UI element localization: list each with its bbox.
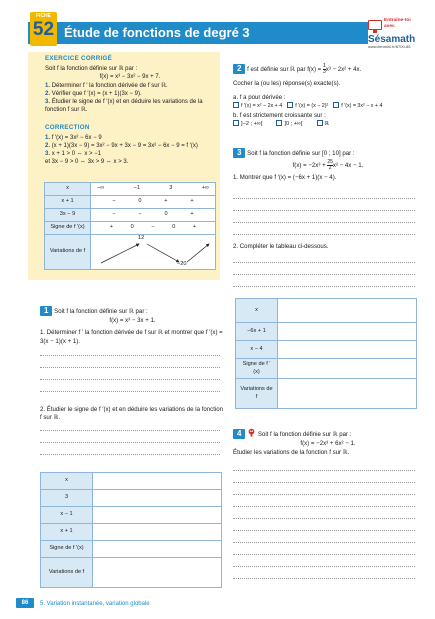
answer-line[interactable] xyxy=(233,222,415,223)
answer-line[interactable] xyxy=(40,454,220,455)
x-plus-inf: +∞ xyxy=(201,185,209,192)
fiche-number: 52 xyxy=(32,19,55,40)
ex3-q2: 2. Compléter le tableau ci-dessous. xyxy=(233,243,329,250)
table-row xyxy=(45,209,216,222)
row-label: 3 xyxy=(41,490,93,507)
row-label: Variations de f xyxy=(236,379,278,409)
sesamath-line2: avec xyxy=(384,24,395,29)
row-values xyxy=(91,209,216,222)
sesamath-url[interactable]: www.lienmini.fr/8700-85 xyxy=(368,44,411,49)
sign-cell: 0 xyxy=(172,224,176,231)
ex3-q1: 1. Montrer que f ′(x) = (−6x + 1)(x − 4). xyxy=(233,174,337,182)
ex2-formula: x³ − 2x² + 4x. xyxy=(325,66,362,74)
chapter-title: 5. Variation instantanée, variation globale xyxy=(40,601,150,607)
x-minus-1: −1 xyxy=(133,185,140,192)
ex2-part-b: b. f est strictement croissante sur : xyxy=(233,111,326,119)
ex4-question: Étudier les variations de la fonction f sur ℝ. xyxy=(233,449,350,457)
fraction-denominator: 2 xyxy=(328,165,332,172)
table-row xyxy=(45,183,216,196)
correction-2 xyxy=(45,142,215,150)
answer-cell[interactable] xyxy=(278,299,417,323)
correction-3b: et 3x − 9 > 0 ⇔ 3x > 9 ⇔ x > 3. xyxy=(45,159,129,165)
fiche-label: FICHE xyxy=(36,13,51,19)
c2-text: (x + 1)(3x − 9) = 3x² − 9x + 3x − 9 = 3x² − 6x − 9 = f ′(x) xyxy=(51,143,198,149)
exercise-number: 3 xyxy=(233,148,245,158)
option-a1[interactable] xyxy=(233,102,282,110)
table-row xyxy=(41,473,222,490)
exercise-3 xyxy=(233,148,423,182)
max-value: 12 xyxy=(138,235,145,241)
checkbox[interactable] xyxy=(233,120,239,126)
variation-cell xyxy=(91,235,216,270)
sign-cell: − xyxy=(112,198,116,205)
ex3-formula-a: f(x) = −2x³ + xyxy=(292,162,328,170)
c1-text: f ′(x) = 3x² − 6x − 9 xyxy=(51,135,102,141)
answer-line[interactable] xyxy=(40,442,220,443)
option-label: f ′(x) = 3x² − x + 4 xyxy=(341,103,383,110)
ex4-statement: Soit f la fonction définie sur ℝ par : xyxy=(257,431,352,438)
sign-cell: − xyxy=(151,224,155,231)
q3-number: 3. xyxy=(45,99,51,105)
ex3-variation-table xyxy=(235,298,417,409)
q2-text: Vérifier que f ′(x) = (x + 1)(3x − 9). xyxy=(51,91,142,97)
ex2-a-options xyxy=(233,102,423,110)
corrige-title: EXERCICE CORRIGÉ xyxy=(45,55,113,62)
computer-icon xyxy=(368,20,382,30)
ex1-q1: 1. Déterminer f ′ la fonction dérivée de f sur ℝ et montrer que f ′(x) = 3(x − 1)(x + 1). xyxy=(40,329,223,345)
table-row xyxy=(45,235,216,270)
option-label: ℝ xyxy=(324,120,329,127)
correction-title: CORRECTION xyxy=(45,124,90,131)
table-row xyxy=(236,341,417,359)
q1-text: Déterminer f ′ la fonction dérivée de f sur ℝ. xyxy=(51,83,168,89)
sign-cell: + xyxy=(190,211,194,218)
row-label: x xyxy=(41,473,93,490)
corrige-q1 xyxy=(45,82,215,90)
ex2-header xyxy=(233,64,423,75)
row-label: x + 1 xyxy=(41,524,93,541)
x-minus-inf: −∞ xyxy=(97,185,105,192)
row-values xyxy=(91,196,216,209)
answer-line[interactable] xyxy=(233,578,415,579)
q1-number: 1. xyxy=(45,83,51,89)
answer-line[interactable] xyxy=(233,494,415,495)
row-label: Variations de f xyxy=(45,235,91,270)
c1-number: 1. xyxy=(45,135,51,141)
corrige-statement: Soit f la fonction définie sur ℝ par : xyxy=(45,66,138,72)
answer-line[interactable] xyxy=(40,355,220,356)
sign-cell: − xyxy=(112,211,116,218)
answer-line[interactable] xyxy=(233,530,415,531)
sign-cell: 0 xyxy=(130,224,134,231)
c2-number: 2. xyxy=(45,143,51,149)
table-row xyxy=(41,541,222,558)
row-label: x xyxy=(236,299,278,323)
fraction-denominator: 3 xyxy=(322,69,326,75)
answer-line[interactable] xyxy=(233,286,415,287)
fiche-badge xyxy=(30,12,57,46)
ex3-formula xyxy=(233,160,423,171)
ex2-part-a: a. f a pour dérivée : xyxy=(233,94,286,102)
row-label: x + 1 xyxy=(45,196,91,209)
sesamath-link[interactable] xyxy=(368,18,420,48)
corrige-variation-table xyxy=(44,182,216,270)
ex1-formula: f(x) = x³ − 3x + 1. xyxy=(109,317,156,325)
answer-cell[interactable] xyxy=(278,341,417,359)
checkbox[interactable] xyxy=(333,102,339,108)
answer-line[interactable] xyxy=(233,470,415,471)
option-a2[interactable] xyxy=(287,102,328,110)
answer-line[interactable] xyxy=(233,234,415,235)
ex3-formula-b: x² − 4x − 1. xyxy=(332,162,364,170)
sesamath-brand: Sésamath xyxy=(368,34,416,45)
ex2-instruction: Cocher la (ou les) réponse(s) exacte(s). xyxy=(233,80,341,87)
option-label: f ′(x) = x² − 2x + 4 xyxy=(241,103,283,110)
answer-cell[interactable] xyxy=(278,323,417,341)
c3-number: 3. xyxy=(45,151,51,157)
corrected-exercise xyxy=(28,52,220,280)
answer-cell[interactable] xyxy=(278,379,417,409)
table-row xyxy=(45,222,216,235)
page-number: 86 xyxy=(16,598,34,608)
answer-cell[interactable] xyxy=(278,359,417,379)
table-header-values xyxy=(91,183,216,196)
answer-line[interactable] xyxy=(233,274,415,275)
q3-text: Étudier le signe de f ′(x) et en déduire les variations de la fonction f sur ℝ. xyxy=(45,99,203,114)
exercise-1 xyxy=(40,306,225,346)
row-label: Signe de f ′(x) xyxy=(45,222,91,235)
option-label: ]−2 ; +∞[ xyxy=(241,120,263,127)
answer-cell[interactable] xyxy=(93,473,222,490)
table-row xyxy=(41,507,222,524)
page-header xyxy=(0,8,435,49)
answer-cell[interactable] xyxy=(93,490,222,507)
option-b1[interactable] xyxy=(233,120,262,129)
sesamath-line1: Entraîne-toi xyxy=(384,18,411,23)
answer-line[interactable] xyxy=(233,210,415,211)
table-header-x: x xyxy=(45,183,91,196)
sign-cell: + xyxy=(109,224,114,231)
checkbox[interactable] xyxy=(287,102,293,108)
checkbox[interactable] xyxy=(276,120,282,126)
fraction-numerator: 25 xyxy=(327,159,333,166)
answer-line[interactable] xyxy=(233,518,415,519)
ex2-statement: f est définie sur ℝ par f(x) = xyxy=(247,66,323,74)
row-label: 3x − 9 xyxy=(45,209,91,222)
sign-cell: 0 xyxy=(138,198,142,205)
page-title: Étude de fonctions de degré 3 xyxy=(64,25,250,40)
ex1-q2: 2. Étudier le signe de f ′(x) et en déduire les variations de la fonction f sur ℝ. xyxy=(40,406,224,422)
answer-line[interactable] xyxy=(40,367,220,368)
ex4-formula: f(x) = −2x³ + 6x² − 1. xyxy=(300,440,356,448)
answer-line[interactable] xyxy=(40,391,220,392)
exercise-2 xyxy=(233,64,423,128)
answer-line[interactable] xyxy=(233,566,415,567)
row-label: −6x + 1 xyxy=(236,323,278,341)
table-row xyxy=(236,359,417,379)
arrow-down xyxy=(147,244,179,262)
ex1-statement: Soit f la fonction définie sur ℝ par : xyxy=(54,308,148,315)
sign-cell: 0 xyxy=(164,211,168,218)
exercise-number: 4 xyxy=(233,429,245,439)
checkbox[interactable] xyxy=(317,120,323,126)
variation-arrows xyxy=(91,235,215,269)
exercise-4 xyxy=(233,428,423,458)
answer-line[interactable] xyxy=(233,542,415,543)
correction-1 xyxy=(45,134,215,142)
sign-cell: + xyxy=(192,224,197,231)
sign-cell: + xyxy=(164,198,168,205)
sign-cell: − xyxy=(138,211,142,218)
answer-line[interactable] xyxy=(40,379,220,380)
arrow-up xyxy=(101,244,139,263)
fraction-numerator: 1 xyxy=(322,63,326,69)
answer-line[interactable] xyxy=(233,482,415,483)
answer-cell[interactable] xyxy=(93,541,222,558)
checkbox[interactable] xyxy=(233,102,239,108)
exercise-number: 1 xyxy=(40,306,52,316)
min-value: −20 xyxy=(177,261,187,267)
exercise-number: 2 xyxy=(233,64,245,74)
ex3-header xyxy=(233,148,423,158)
x-3: 3 xyxy=(169,185,173,192)
answer-line[interactable] xyxy=(233,506,415,507)
answer-line[interactable] xyxy=(40,430,220,431)
table-row xyxy=(236,299,417,323)
answer-cell[interactable] xyxy=(93,558,222,588)
ex1-variation-table xyxy=(40,472,222,588)
option-label: ]0 ; +∞[ xyxy=(284,120,303,127)
row-label: x − 1 xyxy=(41,507,93,524)
answer-cell[interactable] xyxy=(93,524,222,541)
ex4-header xyxy=(233,428,423,439)
arrow-up xyxy=(187,244,209,262)
sign-cell: + xyxy=(190,198,194,205)
corrige-q3 xyxy=(45,98,215,114)
corrige-formula: f(x) = x³ − 3x² − 9x + 7. xyxy=(99,74,161,80)
q2-number: 2. xyxy=(45,91,51,97)
challenge-icon xyxy=(247,428,256,437)
c3a-text: x + 1 > 0 ⇔ x > −1 xyxy=(51,151,102,157)
option-a3[interactable] xyxy=(333,102,382,110)
table-row xyxy=(236,379,417,409)
ex1-header xyxy=(40,306,225,316)
ex3-statement: Soit f la fonction définie sur [0 ; 10] par : xyxy=(247,150,355,157)
ex2-b-options xyxy=(233,120,423,129)
table-row xyxy=(41,490,222,507)
option-b2[interactable] xyxy=(276,120,302,129)
answer-cell[interactable] xyxy=(93,507,222,524)
answer-line[interactable] xyxy=(233,198,415,199)
row-label: x − 4 xyxy=(236,341,278,359)
answer-line[interactable] xyxy=(233,262,415,263)
correction-3a xyxy=(45,150,215,158)
answer-line[interactable] xyxy=(233,554,415,555)
row-label: Signe de f ′(x) xyxy=(41,541,93,558)
table-row xyxy=(236,323,417,341)
row-values xyxy=(91,222,216,235)
corrige-q2 xyxy=(45,90,215,98)
table-row xyxy=(45,196,216,209)
option-b3[interactable] xyxy=(317,120,329,129)
table-row xyxy=(41,524,222,541)
option-label: f ′(x) = (x − 2)² xyxy=(295,103,329,110)
row-label: Variations de f xyxy=(41,558,93,588)
table-row xyxy=(41,558,222,588)
row-label: Signe de f ′(x) xyxy=(236,359,278,379)
